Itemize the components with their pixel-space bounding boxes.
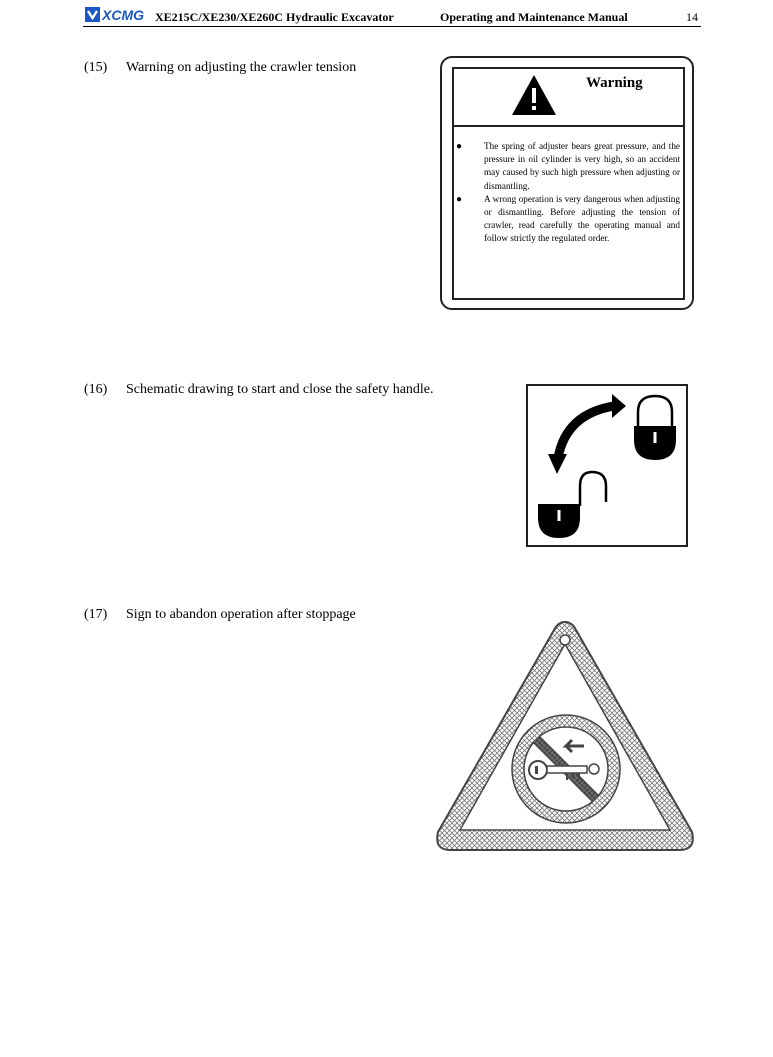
xcmg-logo	[84, 5, 154, 25]
item-16-number: (16)	[84, 382, 108, 397]
warning-bullet-list	[456, 140, 680, 246]
header-model: XE215C/XE230/XE260C Hydraulic Excavator	[155, 10, 394, 24]
item-15-caption: Warning on adjusting the crawler tension	[126, 60, 357, 75]
warning-title: Warning	[586, 75, 643, 91]
no-key-removal-sign-icon	[432, 618, 698, 854]
item-16-caption: Schematic drawing to start and close the safety handle.	[126, 382, 434, 397]
header-manual-title: Operating and Maintenance Manual	[440, 10, 628, 24]
header-rule	[83, 26, 701, 27]
bullet-dot-icon: ●	[456, 193, 463, 205]
warning-bullet-text: The spring of adjuster bears great pressure, and the pressure in oil cylinder is very high, so an accident may caused by such high pressure when adjusting or dismantling.	[484, 141, 680, 191]
warning-divider	[452, 125, 685, 127]
bullet-dot-icon: ●	[456, 141, 463, 152]
svg-text:XCMG: XCMG	[102, 7, 144, 23]
warning-triangle-icon	[510, 73, 558, 117]
warning-bullet	[456, 193, 680, 246]
item-17-caption: Sign to abandon operation after stoppage	[126, 607, 356, 622]
warning-bullet-text: A wrong operation is very dangerous when adjusting or dismantling. Before adjusting the tension of crawler, read carefully the operating manual and follow strictly the regulated order.	[484, 193, 680, 244]
warning-bullet	[456, 140, 680, 193]
item-17-number: (17)	[84, 607, 108, 622]
safety-handle-lock-icon	[526, 384, 688, 547]
page-number: 14	[686, 10, 698, 24]
item-15-number: (15)	[84, 60, 108, 75]
